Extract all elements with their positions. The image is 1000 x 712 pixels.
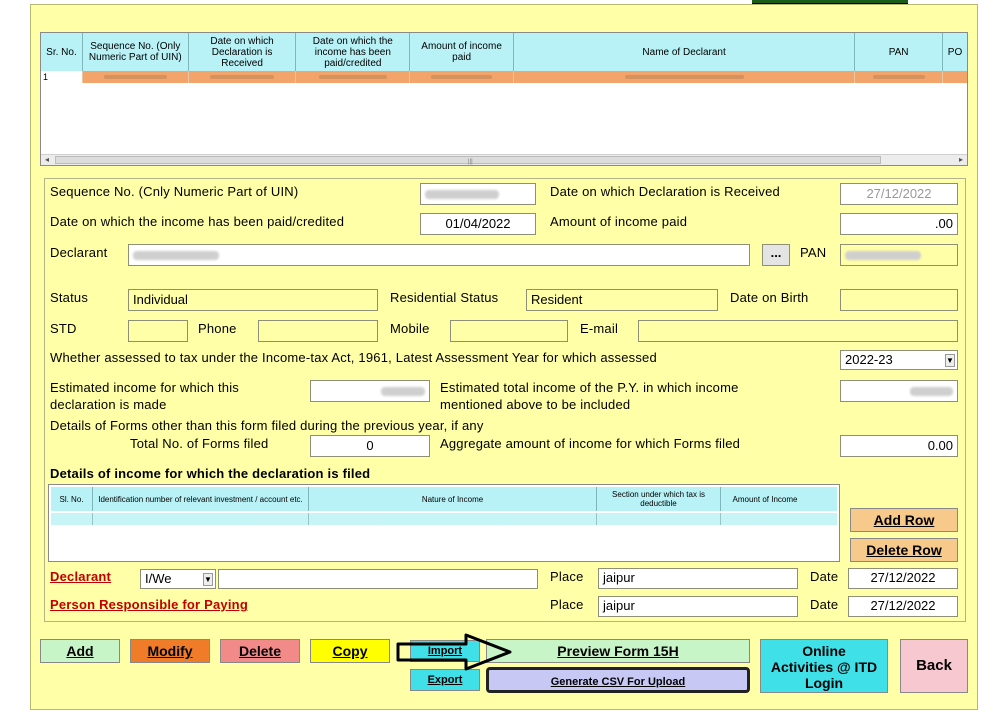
horizontal-scrollbar[interactable] xyxy=(41,154,967,165)
pan-field[interactable] xyxy=(840,244,958,266)
col-sequence-no[interactable]: Sequence No. (Only Numeric Part of UIN) xyxy=(83,33,189,71)
place-field-2[interactable]: jaipur xyxy=(598,596,798,617)
est-total-field[interactable] xyxy=(840,380,958,402)
online-label-3: Login xyxy=(804,675,844,691)
decl-received-field[interactable]: 27/12/2022 xyxy=(840,183,958,205)
phone-field[interactable] xyxy=(258,320,378,342)
est-total-label-1: Estimated total income of the P.Y. in which income xyxy=(440,380,739,395)
total-forms-label: Total No. of Forms filed xyxy=(130,436,269,451)
table-row[interactable] xyxy=(51,513,837,525)
col-amount-of-income[interactable]: Amount of Income xyxy=(732,494,798,504)
total-forms-field[interactable]: 0 xyxy=(310,435,430,457)
import-button[interactable]: Import xyxy=(410,640,480,662)
scroll-right-icon[interactable]: ▸ xyxy=(958,155,963,164)
income-details-title: Details of income for which the declaration is filed xyxy=(50,466,371,481)
place-label-2: Place xyxy=(550,597,584,612)
std-label: STD xyxy=(50,321,77,336)
mobile-label: Mobile xyxy=(390,321,430,336)
email-field[interactable] xyxy=(638,320,958,342)
add-button[interactable]: Add xyxy=(40,639,120,663)
row-cell xyxy=(597,513,721,525)
declarant-label: Declarant xyxy=(50,245,108,260)
declarant-lookup-button[interactable]: ... xyxy=(762,244,790,266)
decl-received-label: Date on which Declaration is Received xyxy=(550,184,780,199)
col-identification-number[interactable]: Identification number of relevant investment / account etc. xyxy=(93,487,309,511)
assessment-year-select[interactable] xyxy=(840,350,958,370)
modify-button[interactable]: Modify xyxy=(130,639,210,663)
row-cell xyxy=(410,71,514,83)
est-income-field[interactable] xyxy=(310,380,430,402)
row-cell xyxy=(51,513,93,525)
col-sr-no[interactable]: Sr. No. xyxy=(41,33,83,71)
status-label: Status xyxy=(50,290,89,305)
amount-paid-label: Amount of income paid xyxy=(550,214,688,229)
email-label: E-mail xyxy=(580,321,619,336)
col-amount-paid[interactable]: Amount of income paid xyxy=(410,33,514,71)
copy-button[interactable]: Copy xyxy=(310,639,390,663)
sequence-no-field[interactable] xyxy=(420,183,536,205)
row-cell xyxy=(309,513,597,525)
row-sr-no: 1 xyxy=(41,71,83,83)
row-cell xyxy=(93,513,309,525)
col-sl-no[interactable]: Sl. No. xyxy=(51,487,93,511)
income-grid-header xyxy=(51,487,837,511)
table-row[interactable] xyxy=(41,71,967,83)
mobile-field[interactable] xyxy=(450,320,568,342)
row-cell xyxy=(189,71,297,83)
row-cell xyxy=(296,71,410,83)
other-forms-label: Details of Forms other than this form filed during the previous year, if any xyxy=(50,418,484,433)
person-responsible-link[interactable]: Person Responsible for Paying xyxy=(50,597,248,612)
declarant-type-value: I/We xyxy=(145,571,172,586)
declarations-grid[interactable] xyxy=(40,32,968,166)
generate-csv-button[interactable]: Generate CSV For Upload xyxy=(486,667,750,693)
income-details-grid[interactable] xyxy=(48,484,840,562)
std-field[interactable] xyxy=(128,320,188,342)
row-cell xyxy=(514,71,855,83)
income-paid-date-field[interactable]: 01/04/2022 xyxy=(420,213,536,235)
declarant-link[interactable]: Declarant xyxy=(50,569,112,584)
est-income-label-1: Estimated income for which this xyxy=(50,380,239,395)
online-activities-button[interactable] xyxy=(760,639,888,693)
income-paid-date-label: Date on which the income has been paid/credited xyxy=(50,214,345,229)
date-of-birth-label: Date on Birth xyxy=(730,290,809,305)
pan-label: PAN xyxy=(800,245,827,260)
delete-row-button[interactable]: Delete Row xyxy=(850,538,958,562)
grip-icon: ||| xyxy=(468,159,473,165)
export-button[interactable]: Export xyxy=(410,669,480,691)
row-cell xyxy=(855,71,943,83)
status-field[interactable]: Individual xyxy=(128,289,378,311)
row-cell xyxy=(721,513,809,525)
amount-paid-field[interactable]: .00 xyxy=(840,213,958,235)
assessment-year-value: 2022-23 xyxy=(845,352,893,367)
date-field-1[interactable]: 27/12/2022 xyxy=(848,568,958,589)
scroll-thumb[interactable] xyxy=(55,156,881,164)
date-field-2[interactable]: 27/12/2022 xyxy=(848,596,958,617)
place-field-1[interactable]: jaipur xyxy=(598,568,798,589)
declarations-grid-header xyxy=(41,33,967,71)
col-nature-of-income[interactable]: Nature of Income xyxy=(309,487,597,511)
col-section[interactable]: Section under which tax is deductible xyxy=(597,487,721,511)
preview-form-button[interactable]: Preview Form 15H xyxy=(486,639,750,663)
annotation-arrow-icon xyxy=(396,632,514,672)
place-label-1: Place xyxy=(550,569,584,584)
residential-status-label: Residential Status xyxy=(390,290,499,305)
declarant-field[interactable] xyxy=(128,244,750,266)
chevron-down-icon[interactable]: ▼ xyxy=(204,575,212,584)
sequence-no-label: Sequence No. (Cnly Numeric Part of UIN) xyxy=(50,184,299,199)
col-pan[interactable]: PAN xyxy=(855,33,943,71)
col-decl-received[interactable]: Date on which Declaration is Received xyxy=(189,33,297,71)
declarant-type-select[interactable] xyxy=(140,569,216,589)
aggregate-field[interactable]: 0.00 xyxy=(840,435,958,457)
phone-label: Phone xyxy=(198,321,237,336)
date-label-1: Date xyxy=(810,569,839,584)
date-of-birth-field[interactable] xyxy=(840,289,958,311)
date-label-2: Date xyxy=(810,597,839,612)
col-income-paid-date[interactable]: Date on which the income has been paid/credited xyxy=(296,33,410,71)
back-button[interactable]: Back xyxy=(900,639,968,693)
col-po[interactable]: PO xyxy=(947,46,963,58)
row-cell xyxy=(943,71,967,83)
delete-button[interactable]: Delete xyxy=(220,639,300,663)
online-label-2: Activities @ ITD xyxy=(770,659,878,675)
assessed-label: Whether assessed to tax under the Income-tax Act, 1961, Latest Assessment Year for which assessed xyxy=(50,350,657,365)
scroll-left-icon[interactable]: ◂ xyxy=(44,155,49,164)
residential-status-field[interactable]: Resident xyxy=(526,289,718,311)
add-row-button[interactable]: Add Row xyxy=(850,508,958,532)
chevron-down-icon[interactable]: ▼ xyxy=(946,356,954,365)
est-total-label-2: mentioned above to be included xyxy=(440,397,631,412)
declarant-name-field[interactable] xyxy=(218,569,538,589)
est-income-label-2: declaration is made xyxy=(50,397,167,412)
online-label-1: Online xyxy=(802,643,846,659)
aggregate-label: Aggregate amount of income for which Forms filed xyxy=(440,436,741,451)
col-name-of-declarant[interactable]: Name of Declarant xyxy=(514,33,855,71)
row-cell xyxy=(83,71,189,83)
